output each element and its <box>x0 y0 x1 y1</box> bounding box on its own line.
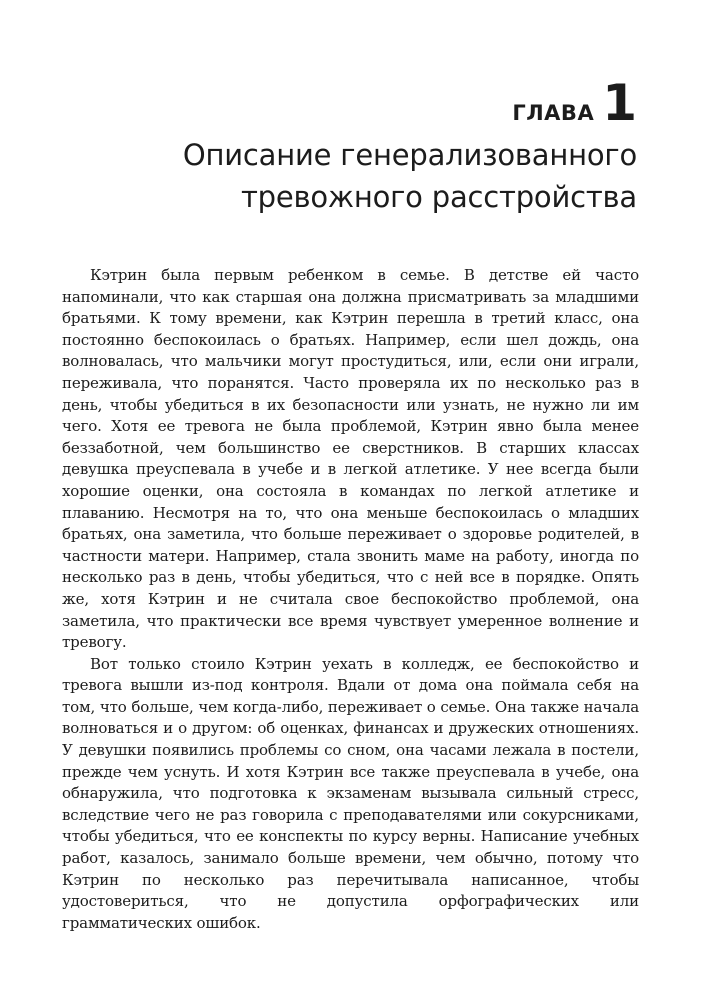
paragraph-2: Вот только стоило Кэтрин уехать в колледж, ее беспокойство и тревога вышли из-под контроля. Вдали от дома она поймала себя на том, что больше, чем когда-либо, переживает о семье. Она также начала волноваться и о другом: об оценках, финансах и дружеских отношениях. У девушки появились проблемы со сном, она часами лежала в постели, прежде чем уснуть. И хотя Кэтрин все также преуспевала в учебе, она обнаружила, что подготовка к экзаменам вызывала сильный стресс, вследствие чего не раз говорила с преподавателями или сокурсниками, чтобы убедиться, что ее конспекты по курсу верны. Написание учебных работ, казалось, занимало больше времени, чем обычно, потому что Кэтрин по несколько раз перечитывала написанное, чтобы удостовериться, что не допустила орфографических или грамматических ошибок. <box>62 654 639 932</box>
chapter-number: 1 <box>602 74 637 132</box>
paragraph-1: Кэтрин была первым ребенком в семье. В детстве ей часто напоминали, что как старшая она должна присматривать за младшими братьями. К тому времени, как Кэтрин перешла в третий класс, она постоянно беспокоилась о братьях. Например, если шел дождь, она волновалась, что мальчики могут простудиться, или, если они играли, переживала, что поранятся. Часто проверяла их по несколько раз в день, чтобы убедиться в их безопасности или узнать, не нужно ли им чего. Хотя ее тревога не была проблемой, Кэтрин явно была менее беззаботной, чем большинство ее сверстников. В старших классах девушка преуспевала в учебе и в легкой атлетике. У нее всегда были хорошие оценки, она состояла в командах по легкой атлетике и плаванию. Несмотря на то, что она меньше беспокоилась о младших братьях, она заметила, что больше переживает о здоровье родителей, в частности матери. Например, стала звонить маме на работу, иногда по несколько раз в день, чтобы убедиться, что с ней все в порядке. Опять же, хотя Кэтрин и не считала свое беспокойство проблемой, она заметила, что практически все время чувствует умеренное волнение и тревогу. <box>62 266 639 652</box>
chapter-title-line-1: Описание генерализованного <box>182 138 637 172</box>
chapter-label: ГЛАВА <box>512 101 595 125</box>
chapter-title <box>77 134 637 218</box>
chapter-title-line-2: тревожного расстройства <box>240 180 637 214</box>
chapter-heading <box>77 74 637 218</box>
chapter-label-row <box>77 74 637 132</box>
body-text <box>62 265 639 934</box>
